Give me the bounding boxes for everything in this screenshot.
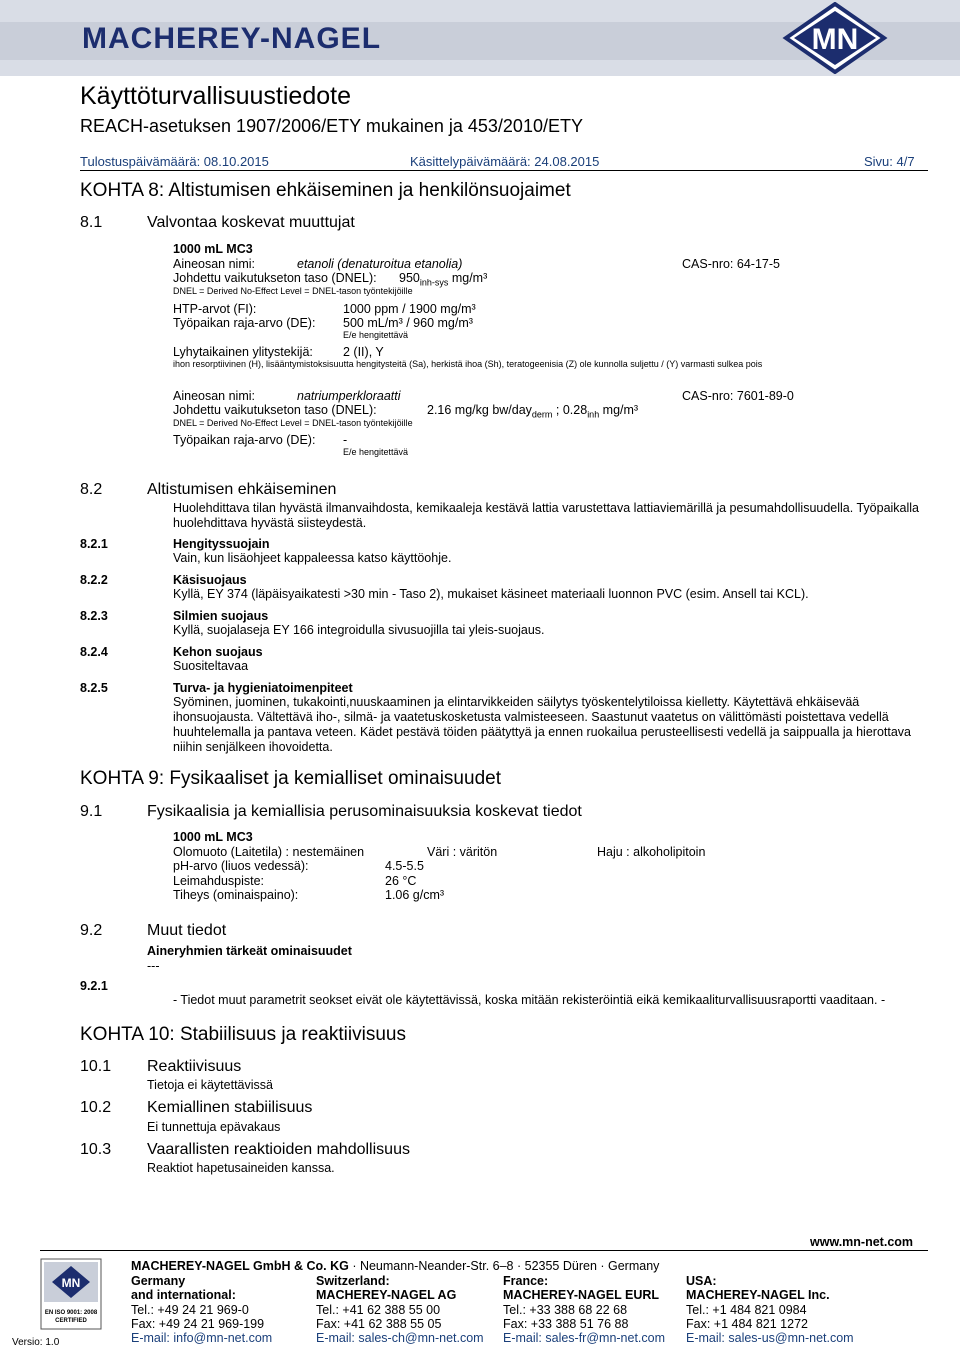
footer-col-4-mail[interactable]: E-mail: sales-us@mn-net.com [686,1331,854,1345]
s9-ph-value: 4.5-5.5 [385,859,424,873]
s9-density-value: 1.06 g/cm³ [385,888,445,902]
s102-text: Ei tunnettuja epävakaus [147,1120,281,1134]
logo-text: MN [811,23,859,56]
s9-flash-value: 26 °C [385,874,417,888]
footer-col-3-mail[interactable]: E-mail: sales-fr@mn-net.com [503,1331,666,1345]
ing1-dnel-sub: inh-sys [419,277,449,288]
s824-title: Kehon suojaus [173,645,263,659]
ing1-de-note: E/e hengitettävä [343,330,409,340]
ing2-dnel-a: 2.16 mg/kg bw/day [427,403,532,417]
ing2-name: natriumperkloraatti [297,389,401,403]
s9-color: Väri : väritön [427,845,498,859]
s103-title: Vaarallisten reaktioiden mahdollisuus [147,1141,410,1158]
footer-col-4-l1: USA: [686,1274,717,1288]
ing2-dnel-b-sub: inh [587,409,600,420]
footer-col-1-tel: Tel.: +49 24 21 969-0 [131,1303,249,1317]
s824-num: 8.2.4 [80,645,108,659]
ing1-peak-note: ihon resorptiivinen (H), lisääntymistoksisuutta hengitysteitä (Sa), herkistä ihoa (Sh), teratogeenisia (Z) ole kunnolla suljettu / (Y) varmasti sulkea pois [173,359,763,369]
mn-logo [780,2,890,74]
ing1-de-value: 500 mL/m³ / 960 mg/m³ [343,316,473,330]
s822-title: Käsisuojaus [173,573,247,587]
footer-col-3-l2: MACHEREY-NAGEL EURL [503,1288,660,1302]
s91-num: 9.1 [80,803,103,820]
s101-num: 10.1 [80,1058,112,1075]
page-number: Sivu: 4/7 [864,154,915,169]
ing1-name: etanoli (denaturoitua etanolia) [297,257,463,271]
ing1-peak-value: 2 (II), Y [343,345,384,359]
s103-num: 10.3 [80,1141,112,1158]
footer-col-4-l2: MACHEREY-NAGEL Inc. [686,1288,830,1302]
section8-title: KOHTA 8: Altistumisen ehkäiseminen ja henkilönsuojaimet [80,180,571,201]
ing2-dnel-b: ; 0.28 [552,403,588,417]
s103-text: Reaktiot hapetusaineiden kanssa. [147,1161,335,1175]
section10-title: KOHTA 10: Stabiilisuus ja reaktiivisuus [80,1024,406,1045]
s823-num: 8.2.3 [80,609,108,623]
s9-ph-label: pH-arvo (liuos vedessä): [173,859,309,873]
footer-company: MACHEREY-NAGEL GmbH & Co. KG [131,1259,349,1273]
s102-title: Kemiallinen stabiilisuus [147,1099,313,1116]
s824-text: Suositeltavaa [173,659,249,673]
cert-logo-text: MN [61,1276,81,1290]
footer-col-1-mail[interactable]: E-mail: info@mn-net.com [131,1331,273,1345]
header-rule [80,170,928,171]
footer-col-2-tel: Tel.: +41 62 388 55 00 [316,1303,441,1317]
print-date: Tulostuspäivämäärä: 08.10.2015 [80,154,269,169]
s92-title: Muut tiedot [147,922,227,939]
s101-text: Tietoja ei käytettävissä [147,1078,273,1092]
footer-website[interactable]: www.mn-net.com [810,1235,914,1249]
s821-num: 8.2.1 [80,537,108,551]
s9-density-label: Tiheys (ominaispaino): [173,888,299,902]
document-title: Käyttöturvallisuustiedote [80,82,351,110]
ing2-name-label: Aineosan nimi: [173,389,255,403]
s921-text: - Tiedot muut parametrit seokset eivät ole käytettävissä, koska mitään rekisteröintiä eikä kemikaaliturvallisuusraportti vaaditaan. - [173,993,886,1007]
s9-product: 1000 mL MC3 [173,830,253,844]
s822-num: 8.2.2 [80,573,108,587]
ing2-de-value: - [343,433,348,447]
footer-company-line [131,1259,659,1273]
s825-title: Turva- ja hygieniatoimenpiteet [173,681,353,695]
version: Versio: 1.0 [12,1337,60,1348]
processing-date: Käsittelypäivämäärä: 24.08.2015 [410,154,600,169]
footer-col-3-tel: Tel.: +33 388 68 22 68 [503,1303,628,1317]
footer-col-3-l1: France: [503,1274,549,1288]
ing1-peak-label: Lyhytaikainen ylitystekijä: [173,345,313,359]
s101-title: Reaktiivisuus [147,1058,242,1075]
s9-flash-label: Leimahduspiste: [173,874,265,888]
footer-col-1-l1: Germany [131,1274,186,1288]
brand-name: MACHEREY-NAGEL [82,22,382,55]
s91-title: Fysikaalisia ja kemiallisia perusominaisuuksia koskevat tiedot [147,803,582,820]
header-banner [0,0,960,76]
ing2-dnel-label: Johdettu vaikutukseton taso (DNEL): [173,403,377,417]
footer-col-4-tel: Tel.: +1 484 821 0984 [686,1303,807,1317]
footer-col-2-l1: Switzerland: [316,1274,390,1288]
section9-title: KOHTA 9: Fysikaaliset ja kemialliset ominaisuudet [80,768,501,789]
ing2-de-label: Työpaikan raja-arvo (DE): [173,433,316,447]
product-name: 1000 mL MC3 [173,242,253,256]
footer-address: · Neumann-Neander-Str. 6–8 · 52355 Düren · Germany [348,1259,660,1273]
s92-num: 9.2 [80,922,103,939]
ing1-dnel-label: Johdettu vaikutukseton taso (DNEL): [173,271,377,285]
ing2-dnel [427,403,638,420]
ing2-dnel-unit: mg/m³ [599,403,639,417]
s821-text: Vain, kun lisäohjeet kappaleessa katso käyttöohje. [173,551,452,565]
ing1-htp-label: HTP-arvot (FI): [173,302,257,316]
footer-col-4-fax: Fax: +1 484 821 1272 [686,1317,808,1331]
footer-rule [40,1250,928,1251]
s102-num: 10.2 [80,1099,112,1116]
s92-dash: --- [147,959,160,973]
footer-col-2-fax: Fax: +41 62 388 55 05 [316,1317,442,1331]
s823-title: Silmien suojaus [173,609,269,623]
s825-num: 8.2.5 [80,681,108,695]
footer-col-2-mail[interactable]: E-mail: sales-ch@mn-net.com [316,1331,484,1345]
ing1-dnel-note: DNEL = Derived No-Effect Level = DNEL-tason työntekijöille [173,286,413,296]
cert-text: EN ISO 9001: 2008 [44,1310,98,1316]
footer-col-2-l2: MACHEREY-NAGEL AG [316,1288,457,1302]
footer-col-1-fax: Fax: +49 24 21 969-199 [131,1317,265,1331]
s92-sub: Aineryhmien tärkeät ominaisuudet [147,944,352,958]
iso-cert-badge [40,1258,102,1330]
s9-form: Olomuoto (Laitetila) : nestemäinen [173,845,365,859]
ing2-cas: CAS-nro: 7601-89-0 [682,389,794,403]
ing1-name-label: Aineosan nimi: [173,257,255,271]
ing1-de-label: Työpaikan raja-arvo (DE): [173,316,316,330]
regulation-subtitle: REACH-asetuksen 1907/2006/ETY mukainen ja 453/2010/ETY [80,116,583,136]
ing2-de-note: E/e hengitettävä [343,447,409,457]
s82-num: 8.2 [80,481,103,498]
s82-title: Altistumisen ehkäiseminen [147,481,337,498]
s822-text: Kyllä, EY 374 (läpäisyaikatesti >30 min - Taso 2), mukaiset käsineet materiaali luonnon PVC (esim. Ansell tai KCL). [173,587,809,601]
ing2-dnel-a-sub: derm [531,409,553,420]
ing1-dnel-value: 950 [399,271,420,285]
s81-num: 8.1 [80,214,103,231]
s825-text: Syöminen, juominen, tukakointi,nuuskaaminen ja elintarvikkeiden säilytys työskentelytiloissa kielletty. Käytettävä ehkäisevää ihonsuojausta. Vältettävä iho-, silmä- ja vaatetuskosketusta valmisteeseen. Saastunut vaatetus on välittömästi poistettava vedellä huuhtelemalla ja pantava veteen. Kädet pestävä töiden päätyttyä ja ennen ruokailua perusteellisesti vedellä ja saippualla ja hierottava niihin senjälkeen ihovoidetta. [173,695,911,754]
ing1-dnel-unit: mg/m³ [448,271,488,285]
ing1-htp-value: 1000 ppm / 1900 mg/m³ [343,302,476,316]
ing1-cas: CAS-nro: 64-17-5 [682,257,780,271]
s823-text: Kyllä, suojalaseja EY 166 integroidulla sivusuojilla tai yleis-suojaus. [173,623,545,637]
s821-title: Hengityssuojain [173,537,270,551]
s81-title: Valvontaa koskevat muuttujat [147,214,355,231]
s9-odor: Haju : alkoholipitoin [597,845,706,859]
s82-text: Huolehdittava tilan hyvästä ilmanvaihdosta, kemikaaleja kestävä lattia varustettava lattiaviemärillä ja pesumahdollisuudella. Työpaikalla huolehdittava hyvästä siisteydestä. [173,501,920,530]
s921-num: 9.2.1 [80,979,108,993]
footer-col-3-fax: Fax: +33 388 51 76 88 [503,1317,629,1331]
footer-col-1-l2: and international: [131,1288,236,1302]
cert-sub: CERTIFIED [55,1318,87,1324]
ing2-dnel-note: DNEL = Derived No-Effect Level = DNEL-tason työntekijöille [173,418,413,428]
